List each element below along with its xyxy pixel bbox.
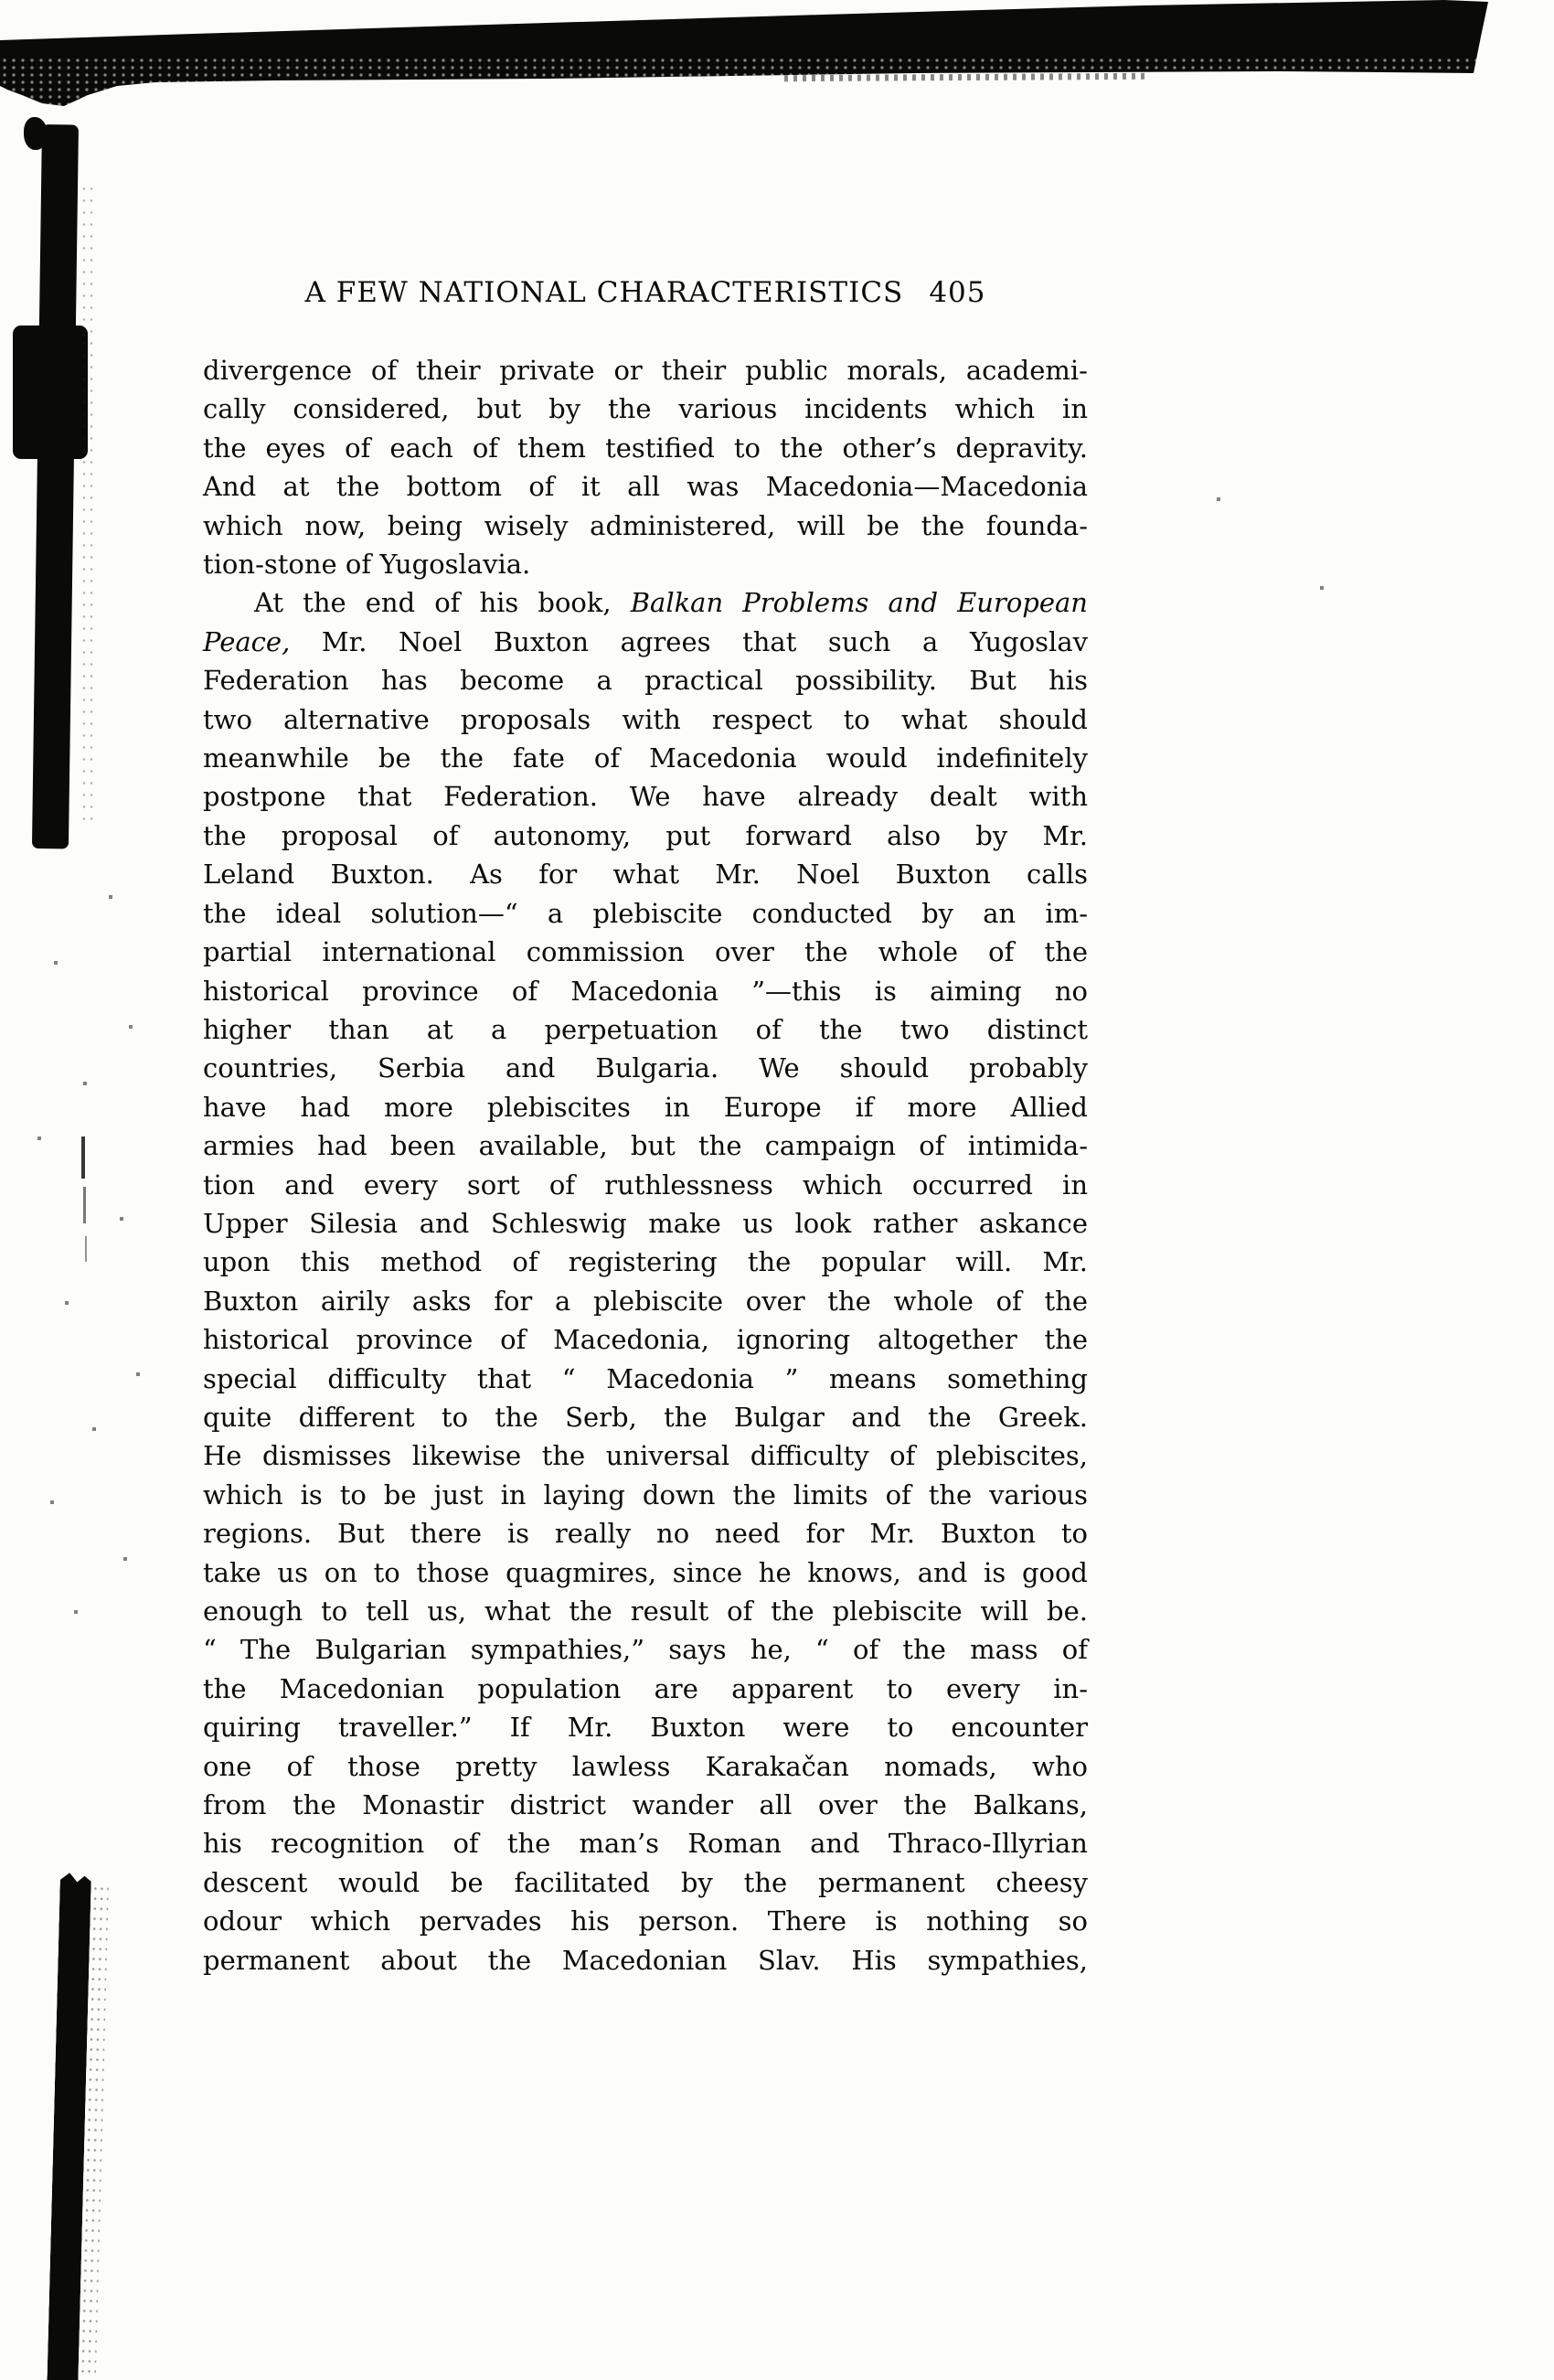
text-line [203, 583, 1088, 622]
text-line: take us on to those quagmires, since he knows, and is good [203, 1556, 1088, 1588]
text-line: historical province of Macedonia, ignoring altogether the [203, 1324, 1088, 1356]
scan-artifact-speckle [80, 183, 95, 823]
scan-artifact-margin-mark [85, 1236, 87, 1262]
text-line: divergence of their private or their public morals, academi- [203, 355, 1088, 386]
text-line: have had more plebiscites in Europe if more Allied [203, 1091, 1088, 1123]
chapter-title: A FEW NATIONAL CHARACTERISTICS [304, 276, 904, 309]
text-line: quiring traveller.” If Mr. Buxton were to encounter [203, 1712, 1088, 1744]
page-number: 405 [929, 276, 986, 309]
text-line: tion and every sort of ruthlessness which occurred in [203, 1169, 1088, 1201]
text-line: from the Monastir district wander all over the Balkans, [203, 1789, 1088, 1821]
text-line: tion-stone of Yugoslavia. [203, 549, 531, 581]
text-line: countries, Serbia and Bulgaria. We should probably [203, 1052, 1088, 1084]
text-line: one of those pretty lawless Karakačan nomads, who [203, 1750, 1088, 1782]
book-title-italic: Peace, [203, 625, 291, 657]
text-line: “ The Bulgarian sympathies,” says he, “ of the mass of [203, 1634, 1088, 1666]
text-run: At the end of his book, [254, 587, 631, 619]
text-line: historical province of Macedonia ”—this is aiming no [203, 975, 1088, 1007]
text-line: quite different to the Serb, the Bulgar and the Greek. [203, 1401, 1088, 1433]
text-line: his recognition of the man’s Roman and Thraco-Illyrian [203, 1828, 1088, 1860]
text-line: odour which pervades his person. There is nothing so [203, 1905, 1088, 1937]
text-line [203, 623, 1088, 661]
text-line: the ideal solution—“ a plebiscite conducted by an im- [203, 897, 1088, 929]
scan-artifact-margin-mark [81, 1137, 85, 1179]
text-line: Buxton airily asks for a plebiscite over the whole of the [203, 1285, 1088, 1317]
text-line: He dismisses likewise the universal difficulty of plebiscites, [203, 1440, 1088, 1472]
text-line: higher than at a perpetuation of the two distinct [203, 1013, 1088, 1045]
text-line: permanent about the Macedonian Slav. His sympathies, [203, 1944, 1088, 1976]
text-line: two alternative proposals with respect to what should [203, 703, 1088, 735]
scan-artifact-margin-mark [83, 1187, 86, 1223]
running-header [203, 276, 1088, 309]
text-line: which now, being wisely administered, will be the founda- [203, 509, 1088, 541]
text-line: meanwhile be the fate of Macedonia would indefinitely [203, 742, 1088, 774]
text-line: partial international commission over the whole of the [203, 936, 1088, 968]
text-line: upon this method of registering the popular will. Mr. [203, 1246, 1088, 1278]
body-text [203, 351, 1088, 1980]
text-line: And at the bottom of it all was Macedonia—Macedonia [203, 471, 1088, 503]
text-line: the eyes of each of them testified to the other’s depravity. [203, 432, 1088, 464]
text-line: the Macedonian population are apparent to every in- [203, 1672, 1088, 1704]
text-line: descent would be facilitated by the permanent cheesy [203, 1866, 1088, 1898]
halftone-texture [0, 57, 1490, 110]
text-line: Federation has become a practical possibility. But his [203, 665, 1088, 697]
text-line: armies had been available, but the campaign of intimida- [203, 1130, 1088, 1162]
scan-artifact-left-bulge [13, 326, 88, 459]
text-line: the proposal of autonomy, put forward also by Mr. [203, 819, 1088, 851]
text-line: which is to be just in laying down the limits of the various [203, 1478, 1088, 1510]
text-line: postpone that Federation. We have already dealt with [203, 781, 1088, 813]
text-line: enough to tell us, what the result of the plebiscite will be. [203, 1596, 1088, 1627]
scan-artifact-dust [0, 0, 2, 2]
text-run: Mr. Noel Buxton agrees that such a Yugoslav [290, 625, 1088, 657]
text-line: special difficulty that “ Macedonia ” means something [203, 1362, 1088, 1394]
book-title-italic: Balkan Problems and European [630, 587, 1088, 619]
text-line: cally considered, but by the various incidents which in [203, 393, 1088, 425]
text-line: regions. But there is really no need for Mr. Buxton to [203, 1518, 1088, 1550]
scan-artifact-top-band [0, 0, 1490, 110]
scan-artifact-left-strip [32, 124, 79, 848]
scan-artifact-band-fringe [784, 73, 1150, 81]
text-line: Leland Buxton. As for what Mr. Noel Buxton calls [203, 859, 1088, 891]
text-line: Upper Silesia and Schleswig make us look rather askance [203, 1207, 1088, 1239]
